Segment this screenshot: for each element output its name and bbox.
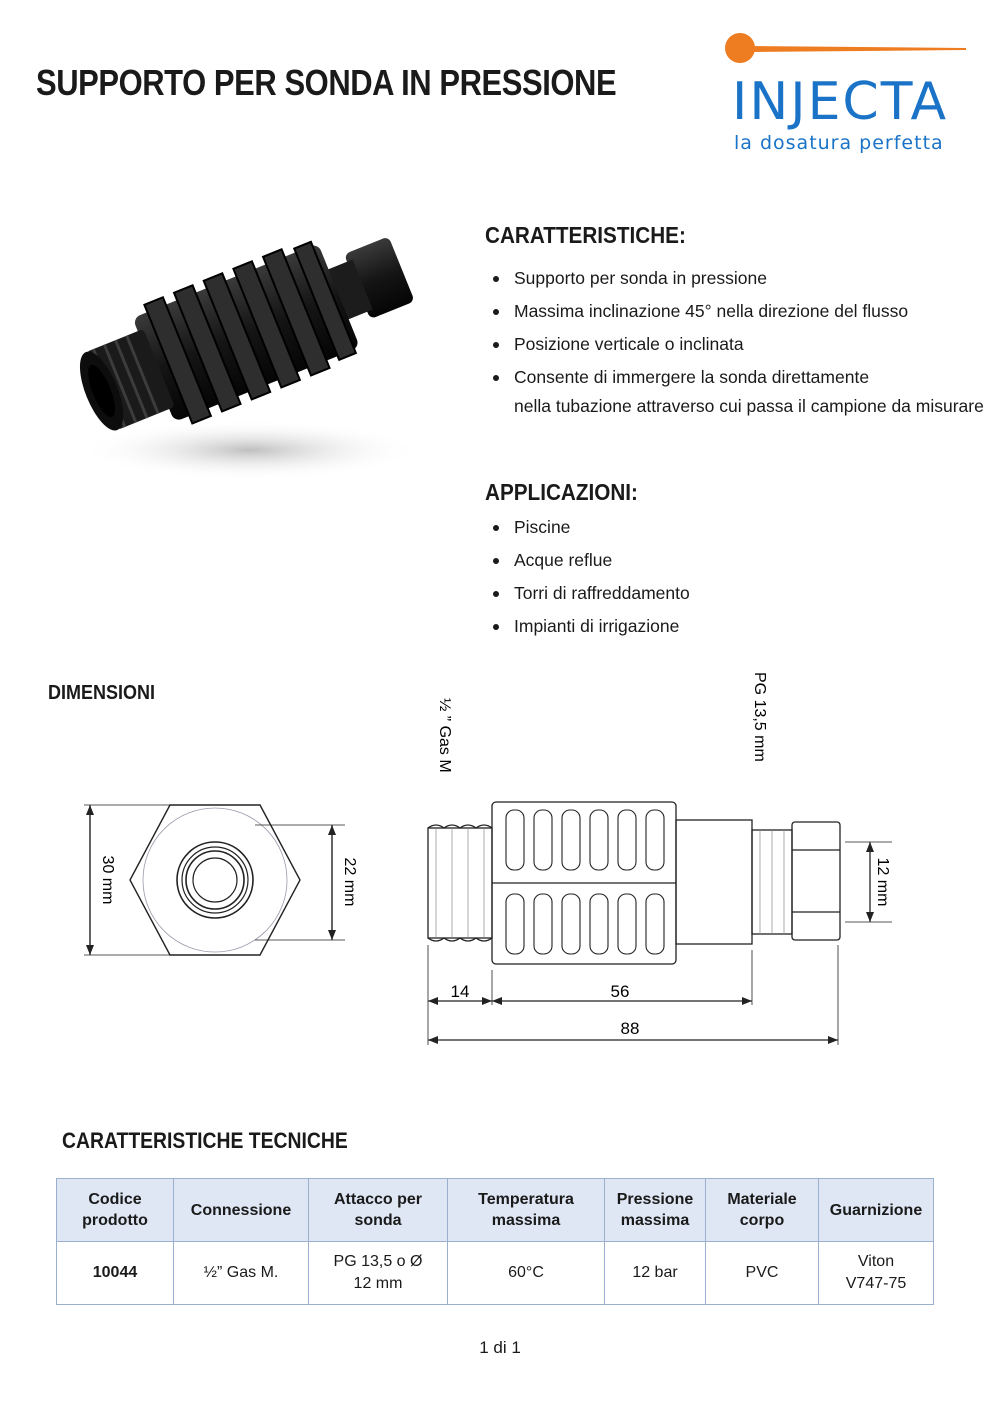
cell-probe-attach: PG 13,5 o Ø 12 mm xyxy=(309,1242,448,1305)
list-item: Massima inclinazione 45° nella direzione del flusso xyxy=(485,297,985,326)
column-header: Codice prodotto xyxy=(57,1179,174,1242)
injecta-logo xyxy=(720,28,970,158)
length-thread-label: 14 xyxy=(450,982,470,1001)
probe-diameter-label: 12 mm xyxy=(874,857,891,907)
features-list xyxy=(485,264,985,425)
list-item: Supporto per sonda in pressione xyxy=(485,264,985,293)
list-item: Impianti di irrigazione xyxy=(485,612,885,641)
applications-list xyxy=(485,513,885,645)
logo-name: INJECTA xyxy=(732,72,949,132)
column-header: Temperatura massima xyxy=(448,1179,605,1242)
cell-gasket: Viton V747-75 xyxy=(819,1242,934,1305)
cell-product-code: 10044 xyxy=(57,1242,174,1305)
list-item xyxy=(485,363,985,421)
feature-line-1: Consente di immergere la sonda direttamente xyxy=(514,367,870,387)
page-title: SUPPORTO PER SONDA IN PRESSIONE xyxy=(36,62,617,103)
cell-max-temp: 60°C xyxy=(448,1242,605,1305)
list-item: Torri di raffreddamento xyxy=(485,579,885,608)
list-item: Acque reflue xyxy=(485,546,885,575)
column-header: Materiale corpo xyxy=(706,1179,819,1242)
length-body-label: 56 xyxy=(610,982,630,1001)
table-header-row xyxy=(57,1179,934,1242)
hex-end-view-drawing xyxy=(70,790,370,970)
length-total-label: 88 xyxy=(620,1019,640,1038)
tech-specs-table xyxy=(56,1178,934,1305)
thread-gas-label: ½ ” Gas M xyxy=(436,698,453,773)
side-view-drawing xyxy=(400,660,920,1060)
logo-tagline: la dosatura perfetta xyxy=(734,132,944,154)
column-header: Attacco per sonda xyxy=(309,1179,448,1242)
page-number: 1 di 1 xyxy=(479,1338,521,1357)
table-row xyxy=(57,1242,934,1305)
features-heading: CARATTERISTICHE: xyxy=(485,222,686,248)
cell-max-pressure: 12 bar xyxy=(605,1242,706,1305)
tech-heading: CARATTERISTICHE TECNICHE xyxy=(62,1128,348,1153)
column-header: Pressione massima xyxy=(605,1179,706,1242)
cell-connection: ½” Gas M. xyxy=(174,1242,309,1305)
dimensions-heading: DIMENSIONI xyxy=(48,682,156,704)
applications-heading: APPLICAZIONI: xyxy=(485,479,638,505)
cell-body-material: PVC xyxy=(706,1242,819,1305)
thread-pg-label: PG 13,5 mm xyxy=(751,672,768,762)
column-header: Connessione xyxy=(174,1179,309,1242)
list-item: Posizione verticale o inclinata xyxy=(485,330,985,359)
list-item: Piscine xyxy=(485,513,885,542)
hex-inner-label: 22 mm xyxy=(341,857,358,907)
product-photo xyxy=(70,200,450,490)
feature-line-2: nella tubazione attraverso cui passa il campione da misurare xyxy=(514,396,984,416)
column-header: Guarnizione xyxy=(819,1179,934,1242)
hex-height-label: 30 mm xyxy=(99,855,116,905)
